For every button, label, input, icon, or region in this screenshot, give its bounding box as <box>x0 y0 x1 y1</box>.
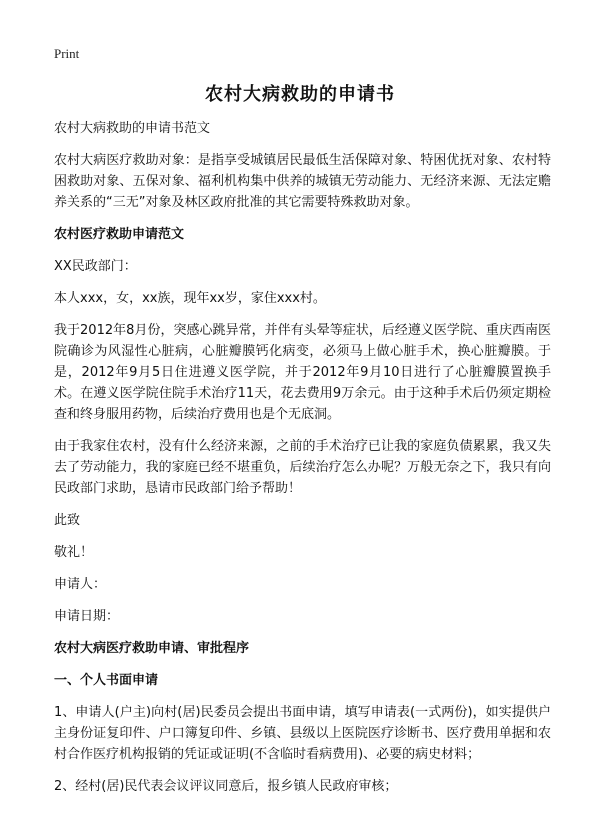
request-paragraph: 由于我家住农村，没有什么经济来源，之前的手术治疗已让我的家庭负债累累，我又失去了劳动能力，我的家庭已经不堪重负，后续治疗怎么办呢？万般无奈之下，我只有向民政部门求助，恳请市民政部门给予帮助！ <box>54 439 551 496</box>
intro-paragraph: 农村大病医疗救助对象：是指享受城镇居民最低生活保障对象、特困优抚对象、农村特困救助对象、五保对象、福利机构集中供养的城镇无劳动能力、无经济来源、无法定赡养关系的“三无”对象及林区政府批准的其它需要特殊救助对象。 <box>54 153 551 210</box>
applicant-line: 申请人： <box>54 577 107 592</box>
page-title: 农村大病救助的申请书 <box>205 84 395 105</box>
print-link[interactable]: Print <box>54 46 80 61</box>
closing-line-2: 敬礼！ <box>54 545 94 560</box>
procedure-step-2: 2、经村(居)民代表会议评议同意后，报乡镇人民政府审核； <box>54 779 398 794</box>
document-body <box>54 118 551 808</box>
self-introduction: 本人xxx，女，xx族，现年xx岁，家住xxx村。 <box>54 291 326 306</box>
illness-paragraph: 我于2012年8月份，突感心跳异常，并伴有头晕等症状，后经遵义医学院、重庆西南医院确诊为风湿性心脏病，心脏瓣膜钙化病变，必须马上做心脏手术，换心脏瓣膜。于是，2012年9月5日住进遵义医学院，并于2012年9月10日进行了心脏瓣膜置换手术。在遵义医学院住院手术治疗11天，花去费用9万余元。由于这种手术后仍须定期检查和终身服用药物，后续治疗费用也是个无底洞。 <box>54 323 551 422</box>
date-line: 申请日期： <box>54 609 120 624</box>
procedure-step-1: 1、申请人(户主)向村(居)民委员会提出书面申请，填写申请表(一式两份)，如实提供户主身份证复印件、户口簿复印件、乡镇、县级以上医院医疗诊断书、医疗费用单据和农村合作医疗机构报销的凭证或证明(不含临时看病费用)、必要的病史材料； <box>54 705 551 762</box>
section-heading-sample: 农村医疗救助申请范文 <box>54 227 185 242</box>
subsection-heading-application: 一、个人书面申请 <box>54 673 159 688</box>
subtitle: 农村大病救助的申请书范文 <box>54 121 211 136</box>
closing-line-1: 此致 <box>54 513 81 528</box>
section-heading-procedure: 农村大病医疗救助申请、审批程序 <box>54 641 250 656</box>
salutation: XX民政部门： <box>54 259 137 274</box>
